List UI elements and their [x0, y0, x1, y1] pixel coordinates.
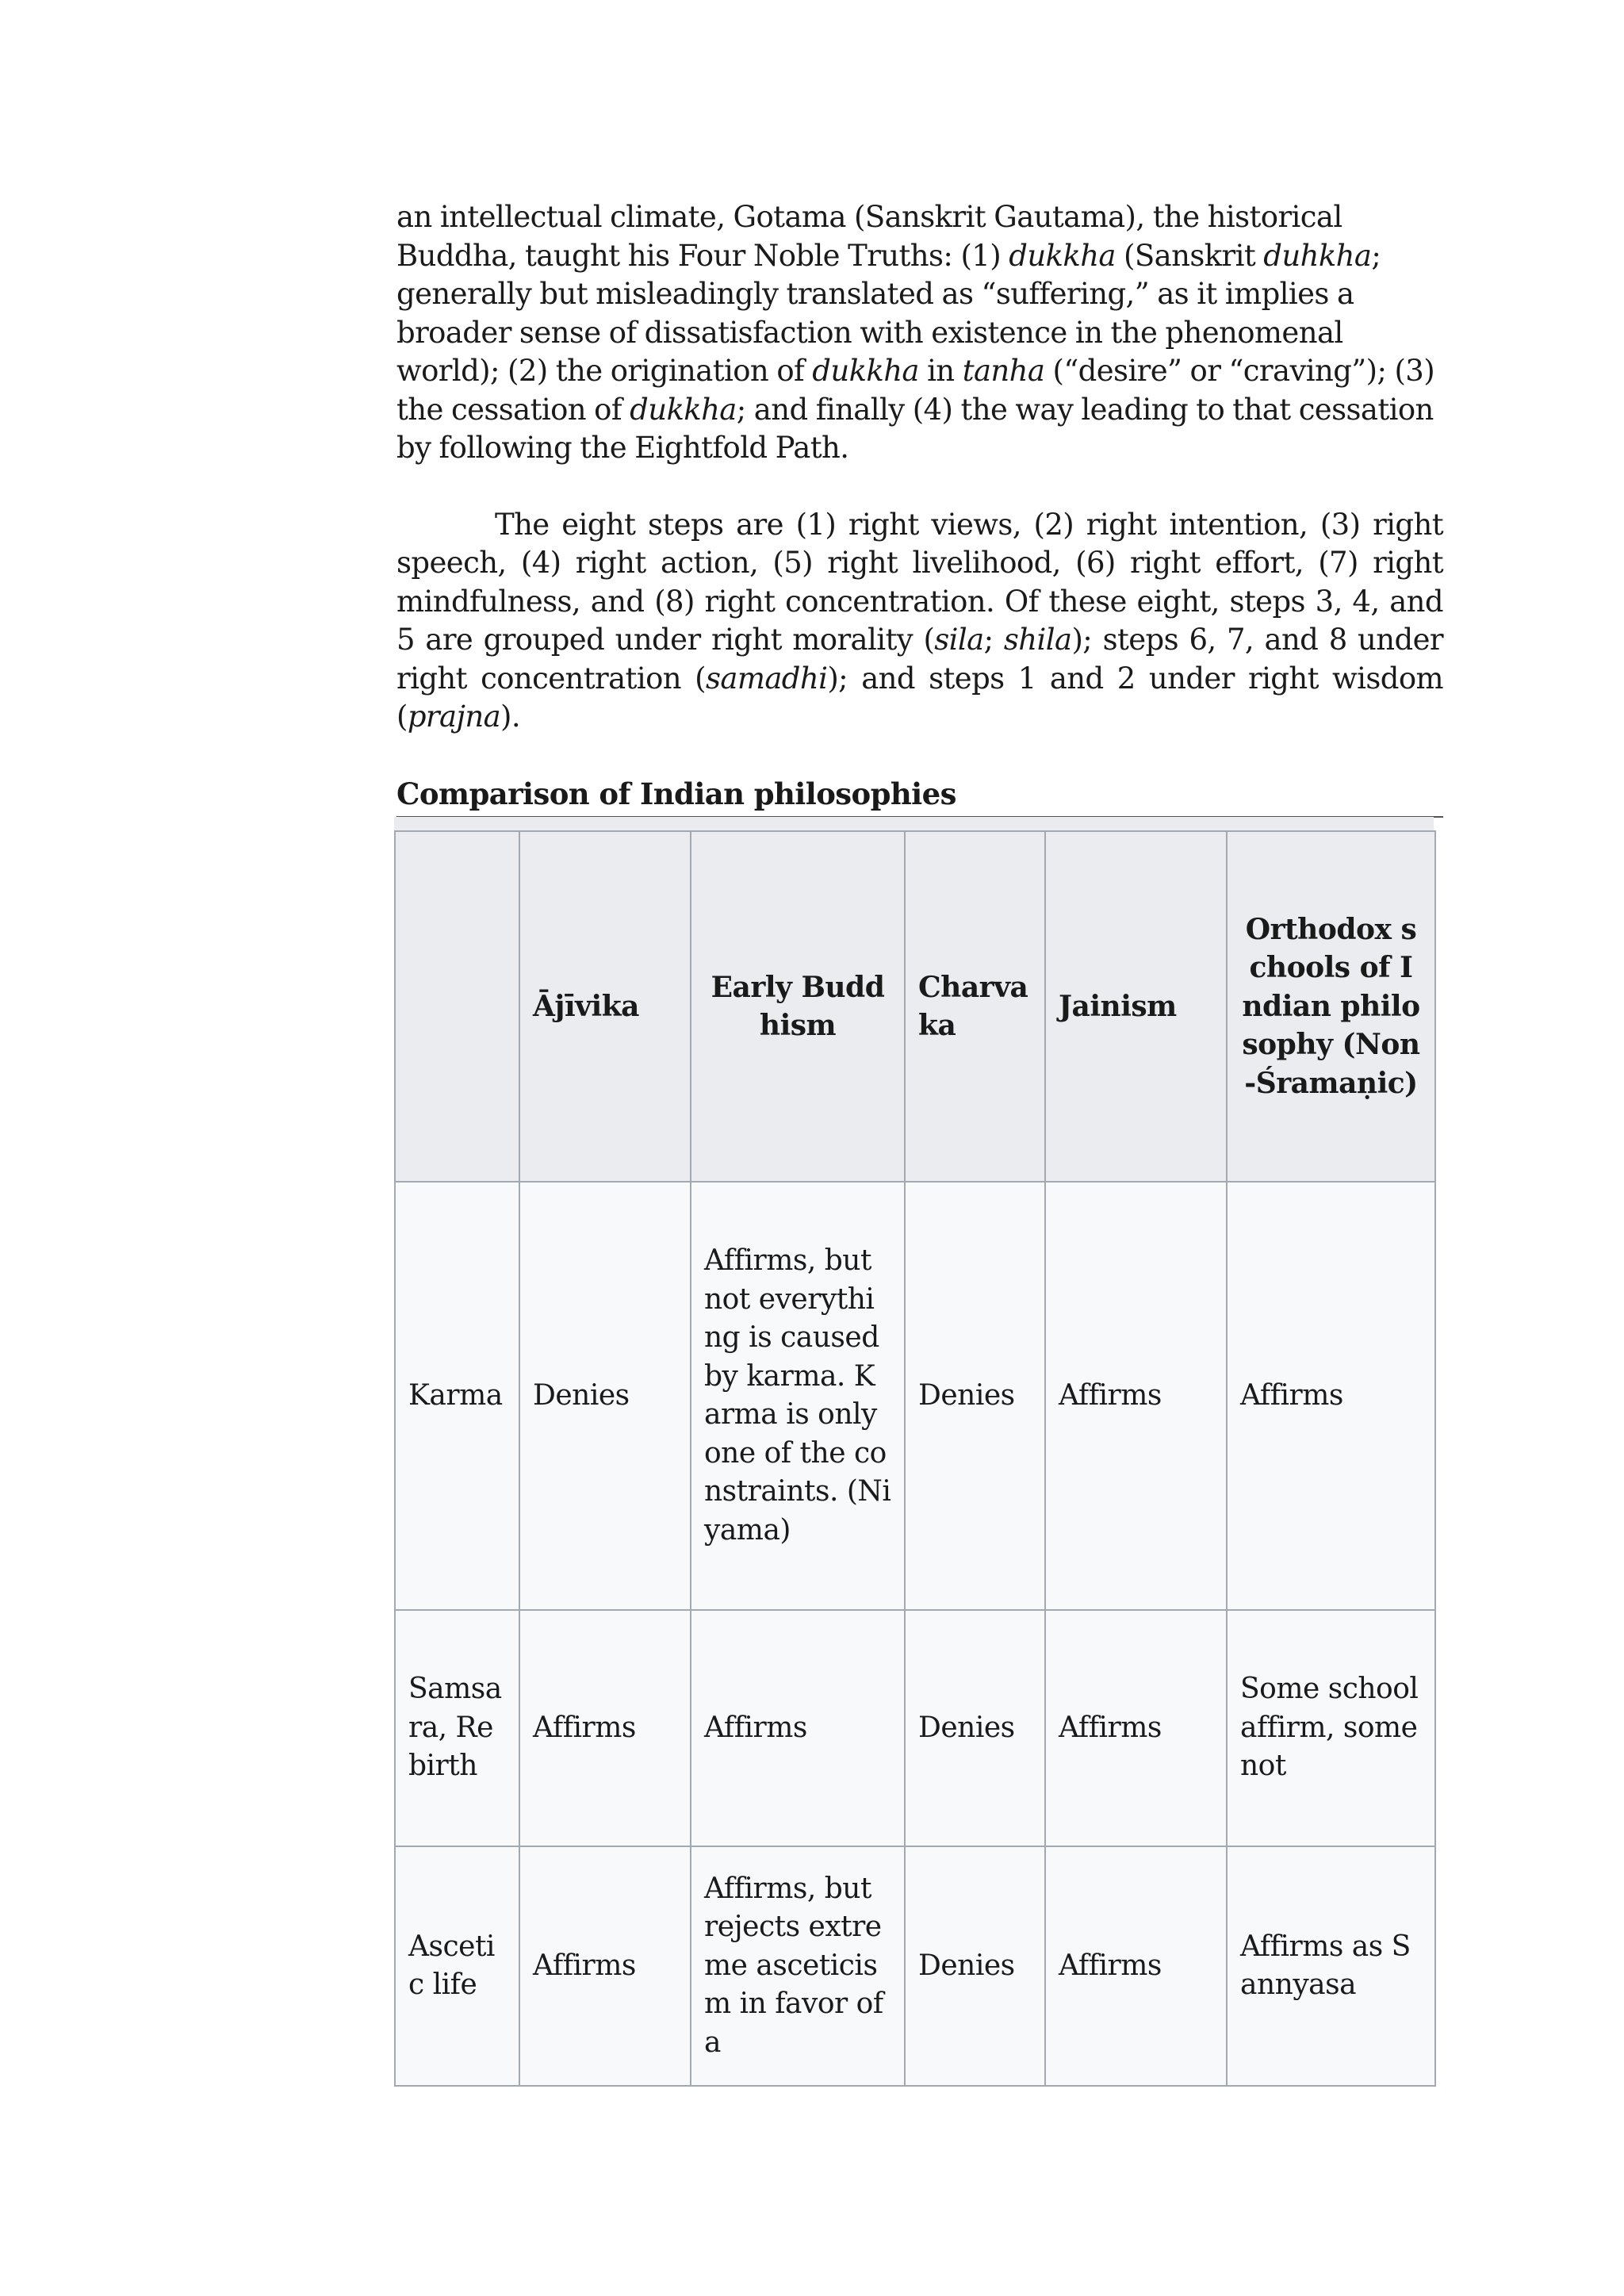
text-run: an intellectual climate, Gotama (Sanskrit Gautama), the historical Buddha, taught his Four Noble Truths: (1) [396, 200, 1342, 273]
italic-term: prajna [407, 700, 501, 734]
table-cell: Affirms, but not everything is caused by karma. Karma is only one of the constraints. (Niyama) [691, 1182, 905, 1610]
table-cell: Affirms [519, 1610, 691, 1846]
italic-term: tanha [962, 354, 1045, 388]
paragraph-four-noble-truths [396, 198, 1443, 468]
paragraph-eightfold-path [396, 506, 1443, 737]
text-run: ); and steps 1 and 2 under right wisdom ( [396, 661, 1443, 734]
table-cell: Affirms as Sannyasa [1227, 1846, 1435, 2086]
text-run: ; and finally (4) the way leading to that cessation by following the Eightfold Path. [396, 392, 1434, 465]
header-ajivika: Ājīvika [519, 831, 691, 1182]
table-cell: Affirms [1045, 1182, 1227, 1610]
header-orthodox-schools: Orthodox schools of Indian philosophy (Non-Śramaṇic) [1227, 831, 1435, 1182]
text-run: (Sanskrit [1115, 238, 1264, 273]
header-corner [395, 831, 519, 1182]
table-header-row [395, 831, 1435, 1182]
table-caption-band [394, 817, 1434, 831]
row-label: Karma [395, 1182, 519, 1610]
table-cell: Denies [905, 1182, 1045, 1610]
table-cell: Affirms [691, 1610, 905, 1846]
table-row-karma [395, 1182, 1435, 1610]
header-jainism: Jainism [1045, 831, 1227, 1182]
text-run: ); steps 6, 7, and 8 under right concentration ( [396, 623, 1443, 696]
text-run: (“desire” or “craving”); (3) the cessation of [396, 354, 1435, 427]
italic-term: samadhi [705, 661, 828, 696]
document-page [396, 198, 1443, 818]
italic-term: sila [934, 623, 984, 657]
table-cell: Affirms [1227, 1182, 1435, 1610]
text-run: ; [983, 623, 1004, 657]
italic-term: duhkha [1263, 238, 1372, 273]
section-heading: Comparison of Indian philosophies [396, 775, 1443, 818]
table-cell: Denies [905, 1610, 1045, 1846]
table-row-samsara [395, 1610, 1435, 1846]
table-cell: Affirms [519, 1846, 691, 2086]
italic-term: dukkha [812, 354, 919, 388]
table-row-ascetic-life [395, 1846, 1435, 2086]
text-run: in [918, 354, 963, 388]
row-label: Samsara, Rebirth [395, 1610, 519, 1846]
table-cell: Some school affirm, some not [1227, 1610, 1435, 1846]
text-run: ). [500, 700, 521, 734]
table-cell: Denies [905, 1846, 1045, 2086]
table-cell: Denies [519, 1182, 691, 1610]
header-charvaka: Charvaka [905, 831, 1045, 1182]
header-early-buddhism: Early Buddhism [691, 831, 905, 1182]
text-run: ; generally but misleadingly translated as “suffering,” as it implies a broader sense of dissatisfaction with existence in the phenomenal world); (2) the origination of [396, 238, 1381, 388]
italic-term: dukkha [630, 392, 737, 427]
text-run: The eight steps are (1) right views, (2) right intention, (3) right speech, (4) right action, (5) right livelihood, (6) right effort, (7) right mindfulness, and (8) right concentration. Of these eight, steps 3, 4, and 5 are grouped under right morality ( [396, 507, 1443, 657]
row-label: Ascetic life [395, 1846, 519, 2086]
italic-term: shila [1003, 623, 1072, 657]
table-cell: Affirms [1045, 1846, 1227, 2086]
comparison-table [394, 830, 1436, 2087]
italic-term: dukkha [1009, 238, 1116, 273]
table-cell: Affirms, but rejects extreme asceticism in favor of a [691, 1846, 905, 2086]
table-cell: Affirms [1045, 1610, 1227, 1846]
